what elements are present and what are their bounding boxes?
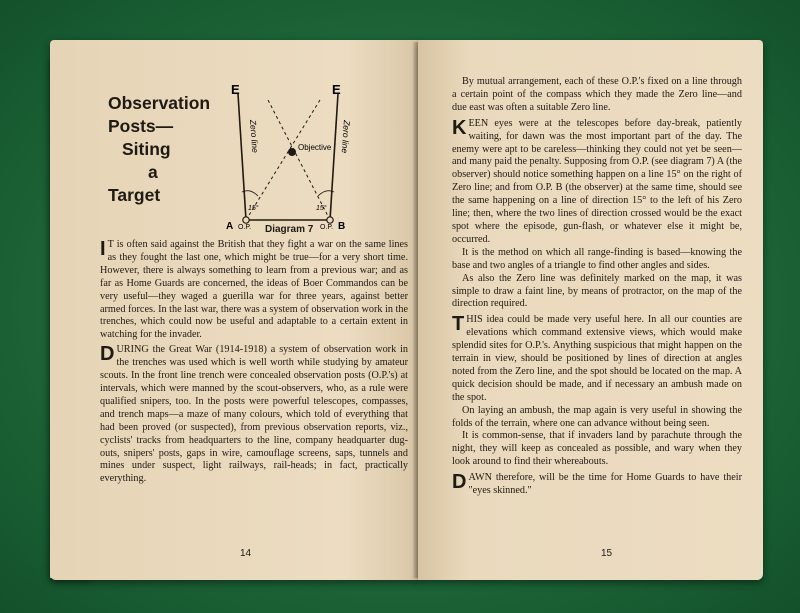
observation-diagram [220,80,390,230]
paragraph: It is common-sense, that if invaders land by parachute through the night, they will keep as concealed as possible, and wary when they look around to find their whereabouts. [452,430,742,468]
left-body-text [100,239,408,486]
drop-cap: T [452,313,465,336]
paragraph [100,239,408,342]
paragraph-text: AWN therefore, will be the time for Home Guards to have their "eyes skinned." [468,472,742,497]
paragraph-text: T is often said against the British that they fight a war on the same lines as they fought the last one, which might be true—for a very short time. However, there is always something to learn from a previous war; and as far as Home Guards are concerned, the ideas of Boer Commandos can be very useful—they waged a guerilla war for three years, against better armed forces. In the last war, there was a system of observation work in the trenches, which could now be useful and adaptable to a certain extent in watching for the invader. [100,239,408,341]
page-number: 14 [240,548,252,559]
drop-cap: K [452,116,467,139]
diagram-caption: Diagram 7 [265,224,314,235]
page-title [108,92,218,207]
paragraph [452,118,742,247]
post-b-label: B [338,221,346,230]
paragraph-text: EEN eyes were at the telescopes before day-break, patiently waiting, for dawn was the most important part of the day. The enemy were apt to be careless—thinking they could not yet be seen—and many paid the penalty. Supposing from O.P. (see diagram 7) A (the observer) should notice something happen on a line 15° on the right of Zero line; and from O.P. B (the observer) at the same time, should see the same happening on a line of direction 15° to the left of his Zero line; then, where the two lines of direction crossed would be the exact spot where the episode, gun-flash, or whatever else it might be, occurred. [452,117,742,245]
title-line: Observation [108,93,211,113]
zero-line-left-label: Zero line [248,119,261,154]
drop-cap: D [100,343,115,366]
op-a-label: O.P. [238,224,252,230]
open-booklet [30,30,775,590]
right-body-text [452,76,742,498]
zero-line-right-label: Zero line [339,119,352,154]
page-right [418,40,763,580]
paragraph [100,344,408,486]
post-a-label: A [226,221,234,230]
paragraph-text: URING the Great War (1914-1918) a system of observation work in the trenches was used which is well worth while studying by amateur scouts. In the front line trench were concealed observation posts (O.P.'s) at intervals, which were manned by the scout-observers, who, as a rule were qualified snipers, too. In the posts were powerful telescopes, compasses, and trench maps—a maze of many colours, which told of everything that had been proved (or suspected), from previous observation reports, viz., cyclists' tracks from headquarters to the line, company headquarter dug-outs, snipers' posts, gaps in wire, camouflage screens, saps, tunnels and mines under suspect, light railways, rail-heads; in fact, practically everything. [100,344,408,485]
paragraph: By mutual arrangement, each of these O.P.'s fixed on a line through a certain point of the compass which they made the Zero line—and due east was often a suitable Zero line. [452,76,742,113]
drop-cap: I [100,238,106,260]
angle-right-label: 15° [316,205,327,212]
title-line: Posts— [108,116,174,136]
op-b-label: O.P. [320,224,334,230]
paragraph [452,472,742,498]
title-line: a [148,162,158,182]
title-line: Siting [122,139,171,159]
paragraph: As also the Zero line was definitely marked on the map, it was simple to draw a faint line, by means of protractor, on the map of the direction required. [452,272,742,310]
e-right-label: E [332,82,341,97]
e-left-label: E [231,82,240,97]
drop-cap: D [452,471,467,494]
paragraph: On laying an ambush, the map again is very useful in showing the folds of the terrain, where one can advance without being seen. [452,404,742,429]
paragraph: It is the method on which all range-finding is based—knowing the base and two angles of a triangle to find other angles and sides. [452,246,742,271]
paragraph [452,314,742,404]
page-left [50,40,420,580]
objective-label: Objective [298,143,332,152]
title-line: Target [108,185,161,205]
angle-left-label: 15° [248,205,259,212]
paragraph-text: HIS idea could be made very useful here. In all our counties are elevations which command extensive views, which would make splendid sites for O.P.'s. Anything suspicious that might happen on the terrain in view, should be positioned by lines of direction at angles noted from the Zero line, and the spot should be located on the map. A quick decision should be made, and if necessary an ambush made on the spot. [452,314,742,403]
page-number: 15 [601,548,613,559]
